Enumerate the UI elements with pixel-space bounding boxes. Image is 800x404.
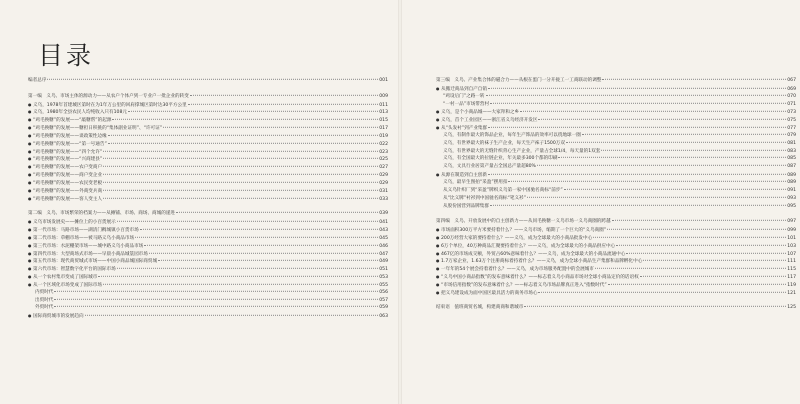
dot-leader xyxy=(538,292,786,293)
dot-leader xyxy=(520,111,786,112)
toc-page-number: 111 xyxy=(787,259,796,265)
toc-item[interactable] xyxy=(28,195,388,203)
toc-subitem[interactable] xyxy=(436,203,796,211)
bullet-icon: ● xyxy=(28,227,32,233)
toc-entry-text: 从股份国营到品牌集群 xyxy=(443,203,489,209)
toc-entry-text: 1.7万家企业，1.63万个注册商标着持着什么？——义乌，成为全球小商品生产集群和品牌孵化中心 xyxy=(441,259,643,265)
bullet-icon: ● xyxy=(28,274,32,280)
dot-leader xyxy=(488,174,786,175)
toc-subitem[interactable] xyxy=(436,93,796,101)
toc-page-number: 047 xyxy=(379,251,388,257)
dot-leader xyxy=(608,284,787,285)
toc-page-number: 022 xyxy=(379,141,388,147)
dot-leader xyxy=(144,245,378,246)
bullet-icon: ● xyxy=(436,281,440,287)
toc-entry-text: “鸡毛换糖”的发展——“四个允许” xyxy=(33,149,103,155)
toc-page-number: 085 xyxy=(787,156,796,162)
bullet-icon: ● xyxy=(28,187,32,193)
dot-leader xyxy=(103,284,378,285)
toc-item[interactable] xyxy=(28,187,388,195)
toc-page-number: 119 xyxy=(787,282,796,288)
toc-page-number: 013 xyxy=(379,110,388,116)
bullet-icon: ● xyxy=(436,266,440,272)
toc-item[interactable] xyxy=(436,116,796,124)
dot-leader xyxy=(117,221,379,222)
toc-entry-text: “鸡毛换糖”的发展——糖担日积挑的“集体副业证明”、“许可证” xyxy=(33,126,163,132)
bullet-icon: ● xyxy=(28,140,32,146)
dot-leader xyxy=(163,127,378,128)
toc-page-number: 029 xyxy=(379,173,388,179)
toc-entry-text: “鸡毛换糖”的发展——“敲糖帮”的起源 xyxy=(33,118,112,124)
toc-page-number: 125 xyxy=(787,305,796,311)
dot-leader xyxy=(98,276,378,277)
toc-subitem[interactable] xyxy=(436,140,796,148)
toc-page-number: 043 xyxy=(379,228,388,234)
toc-page-number: 103 xyxy=(787,243,796,249)
dot-leader xyxy=(626,252,786,253)
toc-subitem[interactable] xyxy=(28,304,388,312)
bullet-icon: ● xyxy=(28,164,32,170)
dot-leader xyxy=(612,220,787,221)
bullet-icon: ● xyxy=(28,281,32,287)
toc-item[interactable] xyxy=(28,273,388,281)
toc-entry-text: 从一个农村集市变成了国际城市 xyxy=(33,275,98,281)
bullet-icon: ● xyxy=(28,117,32,123)
bullet-icon: ● xyxy=(28,179,32,185)
toc-entry-text: 义乌，文具行业居第产量占全国总产量超80% xyxy=(443,164,536,170)
toc-item[interactable] xyxy=(436,234,796,242)
toc-item[interactable] xyxy=(28,312,388,320)
toc-entry-text: 外贸时代 xyxy=(35,305,54,311)
toc-entry-text: 从“头发衬”到产业集群 xyxy=(441,126,488,132)
toc-entry-text: 把义乌建设成为面中国区最具活力的商务市场心 xyxy=(441,290,538,296)
bullet-icon: ● xyxy=(28,132,32,138)
toc-entry-text: 第一代市场：马路市场——湖清门稠城镇小百货市场 xyxy=(33,228,139,234)
toc-item[interactable] xyxy=(28,148,388,156)
toc-page-number: 009 xyxy=(379,93,388,99)
toc-page-number: 056 xyxy=(379,289,388,295)
bullet-icon: ● xyxy=(28,156,32,162)
toc-item[interactable] xyxy=(28,171,388,179)
toc-entry-text: 义乌，1980年全县农民人均纯收入只有108元 xyxy=(33,110,127,116)
dot-leader xyxy=(103,158,378,159)
bullet-icon: ● xyxy=(28,266,32,272)
dot-leader xyxy=(54,306,378,307)
dot-leader xyxy=(602,79,786,80)
dot-leader xyxy=(564,189,786,190)
toc-item[interactable] xyxy=(436,226,796,234)
toc-page-number: 095 xyxy=(787,203,796,209)
toc-entry-text: 第一编 义乌、市场主体的源动力——从农户个体户到一专业户一批企业的转变 xyxy=(28,93,189,99)
dot-leader xyxy=(108,135,379,136)
dot-leader xyxy=(595,268,786,269)
toc-page-number: 097 xyxy=(787,219,796,225)
toc-entry-text: 义乌，有全国最大的拉链企业，年关最多300个都的印刷 xyxy=(443,156,558,162)
dot-leader xyxy=(490,204,786,205)
toc-item[interactable] xyxy=(28,179,388,187)
toc-entry-text: “鸡毛换糖”的发展——外商变兵商 xyxy=(33,188,103,194)
dot-leader xyxy=(103,197,378,198)
toc-item[interactable] xyxy=(28,265,388,273)
toc-item[interactable] xyxy=(28,155,388,163)
bullet-icon: ● xyxy=(28,148,32,154)
toc-page-number: 091 xyxy=(787,187,796,193)
dot-leader xyxy=(103,174,378,175)
toc-page-number: 081 xyxy=(787,140,796,146)
toc-item[interactable] xyxy=(28,226,388,234)
toc-subitem[interactable] xyxy=(436,179,796,187)
toc-entry-text: 第四代市场：大型商场式市场——早晨小商品城篁园市场 xyxy=(33,251,148,257)
right-page xyxy=(400,0,800,404)
toc-page-number: 011 xyxy=(379,102,388,108)
toc-page-number: 071 xyxy=(787,101,796,107)
dot-leader xyxy=(607,229,786,230)
toc-chapter[interactable] xyxy=(28,210,388,218)
dot-leader xyxy=(54,291,378,292)
dot-leader xyxy=(54,298,378,299)
toc-page-number: 031 xyxy=(379,188,388,194)
toc-entry-text: 义乌，有制作最大的饰品企业，每年生产饰品的效率可以绕地球一圈 xyxy=(443,132,581,138)
toc-entry-text: 编者总序 xyxy=(28,78,47,83)
toc-page-number: 089 xyxy=(787,173,796,179)
dot-leader xyxy=(112,119,378,120)
bullet-icon: ● xyxy=(28,172,32,178)
toc-page-number: 029 xyxy=(379,180,388,186)
dot-leader xyxy=(188,103,379,104)
bullet-icon: ● xyxy=(28,109,32,115)
bullet-icon: ● xyxy=(28,219,32,225)
toc-page-number: 041 xyxy=(379,220,388,226)
toc-item[interactable] xyxy=(28,218,388,226)
toc-chapter[interactable] xyxy=(436,304,796,312)
toc-gap xyxy=(436,297,796,305)
toc-entry-text: 从“比义牌”衬衫到中国驰名商标“笔义衫” xyxy=(443,195,527,201)
bullet-icon: ● xyxy=(436,274,440,280)
toc-item[interactable] xyxy=(436,289,796,297)
dot-leader xyxy=(103,166,378,167)
toc-entry-text: 第五代市场：现代商贸城式市场——中国小商品城国际商贸城 xyxy=(33,259,158,265)
toc-entry-text: 义乌，1978年首建城区第时在为1年万公里的回肩撑城区第时达30平方公里 xyxy=(33,102,187,108)
bullet-icon: ● xyxy=(436,227,440,233)
toc-page-number: 039 xyxy=(379,211,388,217)
bullet-icon: ● xyxy=(28,234,32,240)
bullet-icon: ● xyxy=(436,109,440,115)
toc-page-number: 107 xyxy=(787,251,796,257)
bullet-icon: ● xyxy=(28,258,32,264)
dot-leader xyxy=(538,119,786,120)
toc-entry-text: “义乌中国小商品指数”的发布意味着什么？——标志着义乌小商品市场对全球小商品定价的话语权 xyxy=(441,275,639,281)
toc-page-number: 027 xyxy=(379,165,388,171)
toc-item[interactable] xyxy=(28,281,388,289)
toc-page-number: 045 xyxy=(379,235,388,241)
toc-entry-text: “市场信用指数”的发布意味着什么？——标志着义乌市场品牌真正进入“指数时代” xyxy=(441,282,607,288)
toc-page-number: 051 xyxy=(379,267,388,273)
toc-page-number: 055 xyxy=(379,282,388,288)
toc-entry-text: 从搬迁商品到自产自销 xyxy=(441,86,487,92)
dot-leader xyxy=(593,237,786,238)
toc-subitem[interactable] xyxy=(436,148,796,156)
toc-entry-text: 出贸时代 xyxy=(35,297,54,303)
dot-leader xyxy=(176,212,378,213)
toc-subitem[interactable] xyxy=(436,132,796,140)
toc-entry-text: 从源在制造到自主创新 xyxy=(441,173,487,179)
toc-gap xyxy=(28,85,388,93)
bullet-icon: ● xyxy=(28,101,32,107)
dot-leader xyxy=(490,102,786,103)
toc-page-number: 073 xyxy=(787,110,796,116)
toc-entry-text: 第三编 义乌、产业集合体的磁合力——从根在蛋门一分开拢工一工商联动的调整 xyxy=(436,78,602,83)
toc-item[interactable] xyxy=(436,273,796,281)
dot-leader xyxy=(135,237,378,238)
toc-subitem[interactable] xyxy=(28,289,388,297)
toc-entry-text: 结束语 值班商贸名城，构建商商和谐城市 xyxy=(436,305,524,311)
toc-item[interactable] xyxy=(436,108,796,116)
toc-page-number: 101 xyxy=(787,235,796,241)
toc-page-number: 046 xyxy=(379,243,388,249)
toc-item[interactable] xyxy=(28,163,388,171)
toc-page-number: 083 xyxy=(787,148,796,154)
toc-item[interactable] xyxy=(436,250,796,258)
dot-leader xyxy=(582,134,786,135)
dot-leader xyxy=(158,260,378,261)
toc-page-number: 033 xyxy=(379,196,388,202)
toc-entry-text: “鸡设后门”之路一转 xyxy=(443,93,485,99)
toc-chapter[interactable] xyxy=(28,93,388,101)
toc-entry-text: 第二编 义乌、市场繁荣的档案力——从摊铺、市场、商场、商城的递进 xyxy=(28,211,176,217)
dot-leader xyxy=(601,149,786,150)
toc-entry-text: 义乌，有世界最大的袜子生产企业，每天生产袜子1500万双 xyxy=(443,140,565,146)
toc-page-number: 077 xyxy=(787,126,796,132)
toc-item[interactable] xyxy=(28,132,388,140)
toc-entry-text: 第三代市场：水泥棚架市场——城中路义乌小商品市场 xyxy=(33,243,144,249)
toc-page-number: 017 xyxy=(379,126,388,132)
bullet-icon: ● xyxy=(436,117,440,123)
toc-chapter[interactable] xyxy=(436,77,796,85)
toc-item[interactable] xyxy=(28,242,388,250)
toc-gap xyxy=(28,203,388,211)
toc-page-number: 087 xyxy=(787,164,796,170)
dot-leader xyxy=(108,143,378,144)
toc-entry-text: “鸡毛换糖”的发展——商户变企业 xyxy=(33,173,103,179)
toc-page-number: 079 xyxy=(787,132,796,138)
bullet-icon: ● xyxy=(436,172,440,178)
toc-chapter[interactable] xyxy=(28,77,388,85)
toc-page-number: 089 xyxy=(787,179,796,185)
toc-subitem[interactable] xyxy=(436,155,796,163)
toc-entry-text: “鸡毛换糖”的发展——“第一号通告” xyxy=(33,141,107,147)
bullet-icon: ● xyxy=(28,242,32,248)
toc-item[interactable] xyxy=(436,85,796,93)
dot-leader xyxy=(640,276,787,277)
toc-entry-text: 第四编 义乌、开放发展中的自主创新力——从同毛换糖一义乌市场一义乌商圈的跨越 xyxy=(436,219,611,225)
toc-subitem[interactable] xyxy=(28,297,388,305)
toc-entry-text: 义乌，最早生图拍“采盈”摆用扣 xyxy=(443,179,508,185)
toc-entry-text: 内贸时代 xyxy=(35,289,54,295)
dot-leader xyxy=(103,150,378,151)
toc-page-number: 067 xyxy=(787,78,796,83)
toc-subitem[interactable] xyxy=(436,195,796,203)
toc-entry-text: 义乌市场发展史——摊位上的小百货展示 xyxy=(33,220,116,226)
toc-entry-text: 义乌，是个小商品城——大家拜和之乡 xyxy=(441,110,520,116)
toc-page-number: 025 xyxy=(379,157,388,163)
toc-gap xyxy=(436,210,796,218)
bullet-icon: ● xyxy=(436,258,440,264)
toc-page-number: 019 xyxy=(379,133,388,139)
toc-page-number: 069 xyxy=(787,86,796,92)
toc-entry-text: 第二代市场：草棚市场——被马路义乌小商品市场 xyxy=(33,235,135,241)
dot-leader xyxy=(527,196,786,197)
dot-leader xyxy=(85,315,379,316)
bullet-icon: ● xyxy=(28,125,32,131)
bullet-icon: ● xyxy=(436,242,440,248)
bullet-icon: ● xyxy=(436,85,440,91)
toc-item[interactable] xyxy=(28,116,388,124)
dot-leader xyxy=(117,268,379,269)
toc-page-number: 063 xyxy=(379,314,388,320)
toc-entry-text: 市场面积300万平方米要持着什么？——义乌市场，缩期了一个巨大的“义乌商圈” xyxy=(441,228,607,234)
toc-page-number: 049 xyxy=(379,259,388,265)
dot-leader xyxy=(537,165,786,166)
toc-entry-text: “一村一品”市场带营村 xyxy=(443,101,490,107)
toc-page-number: 093 xyxy=(787,195,796,201)
dot-leader xyxy=(190,94,378,95)
bullet-icon: ● xyxy=(28,195,32,201)
toc-page-number: 053 xyxy=(379,275,388,281)
dot-leader xyxy=(140,229,379,230)
toc-page-number: 099 xyxy=(787,228,796,234)
dot-leader xyxy=(103,190,378,191)
dot-leader xyxy=(488,127,786,128)
dot-leader xyxy=(488,88,786,89)
dot-leader xyxy=(524,306,786,307)
dot-leader xyxy=(47,79,378,80)
toc-entry-text: 第六代市场：智慧数字化平台的国际市场 xyxy=(33,267,116,273)
dot-leader xyxy=(103,182,378,183)
dot-leader xyxy=(616,245,786,246)
toc-page-number: 121 xyxy=(787,290,796,296)
toc-item[interactable] xyxy=(436,257,796,265)
toc-page-number: 059 xyxy=(379,305,388,311)
toc-entry-text: “鸡毛换糖”的发展——“兴商建县” xyxy=(33,157,103,163)
toc-entry-text: 从义乌针织厂到“采盈”牌织义乌第一家中国驰名商标“前步” xyxy=(443,187,563,193)
toc-item[interactable] xyxy=(436,281,796,289)
toc-page-number: 023 xyxy=(379,149,388,155)
dot-leader xyxy=(149,252,378,253)
dot-leader xyxy=(508,181,786,182)
toc-page-number: 057 xyxy=(379,297,388,303)
toc-item[interactable] xyxy=(28,234,388,242)
toc-entry-text: 义乌，有世界最大的无缝针织背心生产企业，产量占全球1/4，每天量的1双套 xyxy=(443,148,601,154)
toc-page-number: 115 xyxy=(787,267,796,273)
toc-entry-text: 200万经营大家的要持着什么？——义乌，成为全球最大的小商品批发中心 xyxy=(441,235,593,241)
toc-page-number: 075 xyxy=(787,118,796,124)
toc-entry-text: “鸡毛换糖”的发展——农户变商户 xyxy=(33,165,103,171)
toc-entry-text: 从一个区域化市场变成了国际市场 xyxy=(33,282,102,288)
bullet-icon: ● xyxy=(436,234,440,240)
toc-entry-text: 国际商贸城市的发展趋向 xyxy=(33,314,84,320)
dot-leader xyxy=(558,157,786,158)
dot-leader xyxy=(643,260,786,261)
toc-page-number: 001 xyxy=(379,78,388,83)
toc-subitem[interactable] xyxy=(436,101,796,109)
toc-entry-text: 义乌，首个工业园区——浙江省义乌经济开发区 xyxy=(441,118,538,124)
dot-leader xyxy=(566,142,786,143)
toc-item[interactable] xyxy=(28,101,388,109)
page-title: 目录 xyxy=(38,41,95,70)
toc-page-number: 117 xyxy=(787,275,796,281)
bullet-icon: ● xyxy=(436,289,440,295)
toc-right xyxy=(436,77,796,312)
toc-item[interactable] xyxy=(436,265,796,273)
toc-item[interactable] xyxy=(28,250,388,258)
toc-entry-text: “鸡毛换糖”的发展——农民变老板 xyxy=(33,180,103,186)
toc-item[interactable] xyxy=(436,242,796,250)
toc-entry-text: 6万个单位，40万种商品汇聚要持着什么？——义乌，成为全球最大的小商品供应中心 xyxy=(441,243,616,249)
toc-subitem[interactable] xyxy=(436,187,796,195)
toc-item[interactable] xyxy=(28,257,388,265)
toc-item[interactable] xyxy=(28,140,388,148)
toc-item[interactable] xyxy=(28,124,388,132)
bullet-icon: ● xyxy=(28,313,32,319)
toc-entry-text: 一年年的54个展会持着着什么？——义乌，成为市场服务配置中的会展城市 xyxy=(441,267,594,273)
toc-entry-text: 467亿的市场成交额，外贸占60%意味着什么？——义乌，成为全球最大的小商品流通中心 xyxy=(441,251,626,257)
toc-chapter[interactable] xyxy=(436,218,796,226)
toc-left xyxy=(28,77,388,320)
toc-page-number: 070 xyxy=(787,93,796,99)
toc-item[interactable] xyxy=(28,108,388,116)
toc-item[interactable] xyxy=(436,171,796,179)
bullet-icon: ● xyxy=(436,250,440,256)
dot-leader xyxy=(128,111,378,112)
toc-item[interactable] xyxy=(436,124,796,132)
toc-entry-text: “鸡毛换糖”的发展——谈政策性边缘 xyxy=(33,133,107,139)
toc-page-number: 015 xyxy=(379,118,388,124)
bullet-icon: ● xyxy=(436,125,440,131)
toc-subitem[interactable] xyxy=(436,163,796,171)
dot-leader xyxy=(486,94,787,95)
bullet-icon: ● xyxy=(28,250,32,256)
toc-entry-text: “鸡毛换糖”的发展——客人变主人 xyxy=(33,196,103,202)
